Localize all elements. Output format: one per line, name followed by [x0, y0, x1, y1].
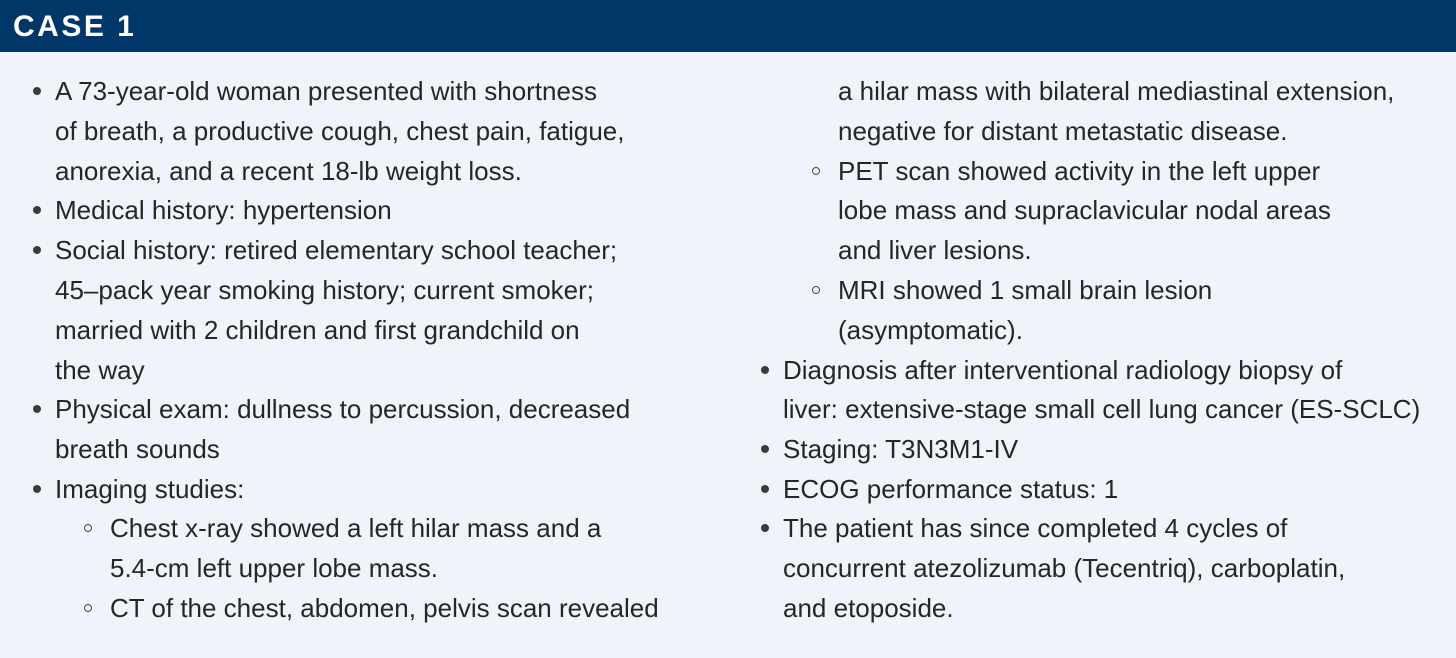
physical-exam-text: breath sounds	[55, 434, 220, 464]
social-history-text: 45–pack year smoking history; current smoker;	[55, 275, 594, 305]
ct-scan-text: negative for distant metastatic disease.	[838, 116, 1288, 146]
bullet-dot	[33, 246, 41, 254]
sub-bullet-ring	[812, 167, 820, 175]
diagnosis-text: liver: extensive-stage small cell lung cancer (ES-SCLC)	[783, 394, 1421, 424]
imaging-heading-text: Imaging studies:	[55, 474, 245, 504]
bullet-dot	[761, 445, 769, 453]
pet-scan-text: and liver lesions.	[838, 235, 1032, 265]
bullet-dot	[761, 524, 769, 532]
presentation-text: of breath, a productive cough, chest pain, fatigue,	[55, 116, 625, 146]
chest-xray-text: 5.4-cm left upper lobe mass.	[110, 553, 439, 583]
ct-scan-text: CT of the chest, abdomen, pelvis scan revealed	[110, 593, 659, 623]
presentation-text: A 73-year-old woman presented with shortness	[55, 76, 597, 106]
bullet-dot	[33, 87, 41, 95]
social-history-text: Social history: retired elementary school teacher;	[55, 235, 618, 265]
social-history-text: the way	[55, 355, 145, 385]
ecog-text: ECOG performance status: 1	[783, 474, 1119, 504]
case-title: CASE 1	[13, 10, 137, 43]
diagnosis-text: Diagnosis after interventional radiology biopsy of	[783, 355, 1343, 385]
chest-xray-text: Chest x-ray showed a left hilar mass and a	[110, 513, 602, 543]
presentation-text: anorexia, and a recent 18-lb weight loss.	[55, 156, 522, 186]
treatment-text: concurrent atezolizumab (Tecentriq), carboplatin,	[783, 553, 1346, 583]
sub-bullet-ring	[84, 524, 92, 532]
pet-scan-text: lobe mass and supraclavicular nodal areas	[838, 195, 1331, 225]
mri-text: (asymptomatic).	[838, 315, 1023, 345]
social-history-text: married with 2 children and first grandchild on	[55, 315, 580, 345]
mri-text: MRI showed 1 small brain lesion	[838, 275, 1213, 305]
bullet-dot	[33, 485, 41, 493]
bullet-dot	[761, 485, 769, 493]
treatment-text: and etoposide.	[783, 593, 954, 623]
bullet-dot	[33, 206, 41, 214]
treatment-text: The patient has since completed 4 cycles of	[783, 513, 1288, 543]
pet-scan-text: PET scan showed activity in the left upper	[838, 156, 1321, 186]
bullet-dot	[761, 366, 769, 374]
ct-scan-text: a hilar mass with bilateral mediastinal extension,	[838, 76, 1395, 106]
medical-history-text: Medical history: hypertension	[55, 195, 392, 225]
bullet-dot	[33, 405, 41, 413]
case-header	[0, 0, 1456, 52]
sub-bullet-ring	[812, 286, 820, 294]
staging-text: Staging: T3N3M1-IV	[783, 434, 1019, 464]
sub-bullet-ring	[84, 604, 92, 612]
physical-exam-text: Physical exam: dullness to percussion, decreased	[55, 394, 631, 424]
